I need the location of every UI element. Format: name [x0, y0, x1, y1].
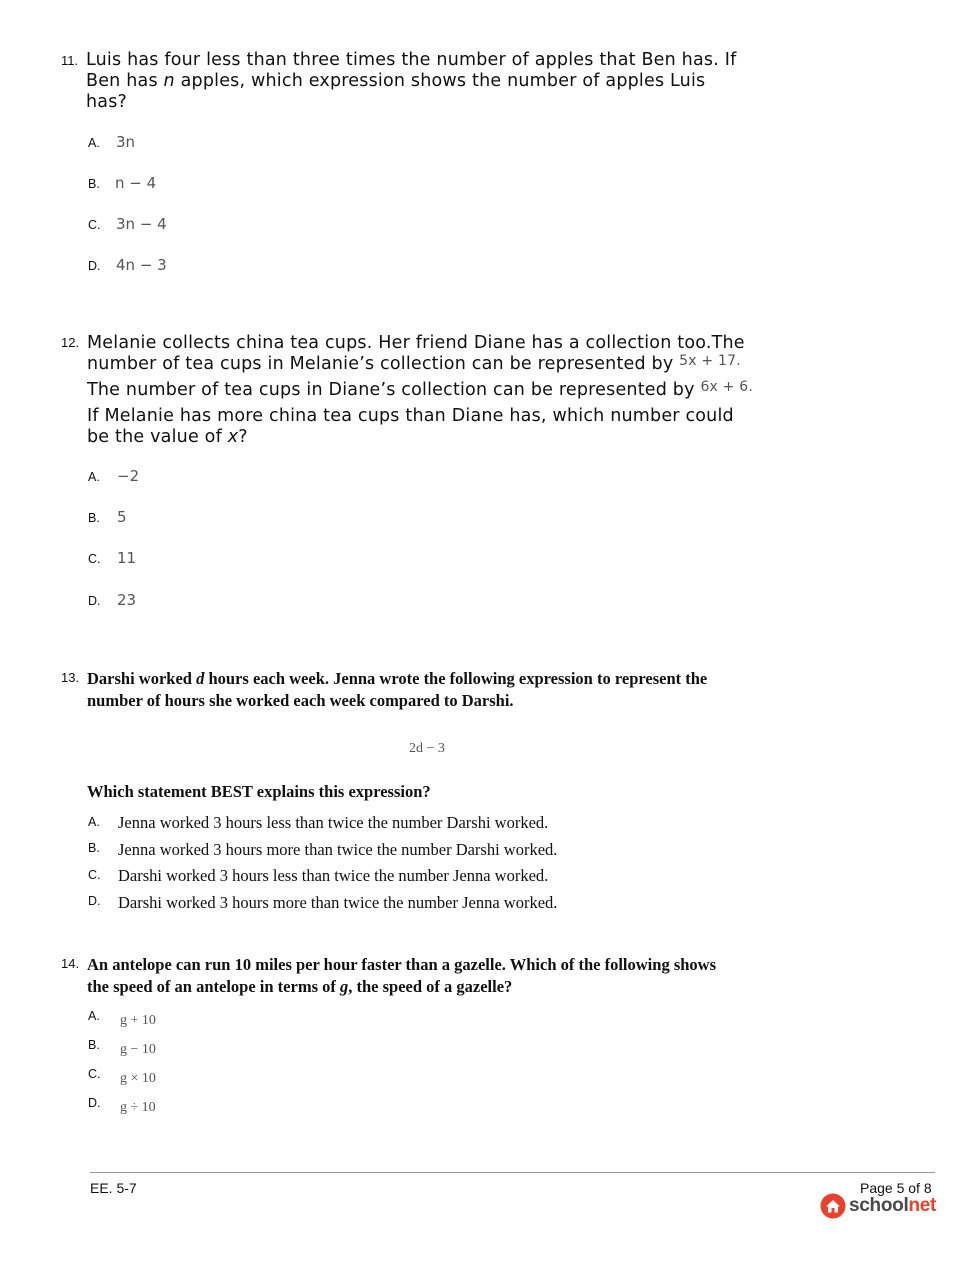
choice-text[interactable]: n − 4	[115, 174, 157, 192]
question-text-line: An antelope can run 10 miles per hour faster than a gazelle. Which of the following shows	[87, 955, 717, 974]
question-text-line: be the value of x?	[87, 427, 248, 447]
choice-letter[interactable]: A.	[88, 470, 100, 484]
choice-text[interactable]: −2	[117, 467, 140, 485]
choice-letter[interactable]: C.	[88, 552, 101, 566]
question-number: 13.	[61, 670, 80, 685]
choice-text[interactable]: g × 10	[120, 1071, 156, 1086]
choice-text[interactable]: 3n	[116, 133, 136, 151]
question-prompt: Which statement BEST explains this expression?	[87, 782, 431, 801]
choice-letter[interactable]: D.	[88, 259, 101, 273]
choice-text[interactable]: 3n − 4	[116, 215, 167, 233]
footer-divider	[90, 1172, 935, 1173]
question-text-line: Ben has n apples, which expression shows the number of apples Luis	[86, 71, 706, 91]
question-text-line: the speed of an antelope in terms of g, the speed of a gazelle?	[87, 977, 513, 996]
question-text-line: Luis has four less than three times the number of apples that Ben has. If	[86, 50, 737, 70]
question-number: 14.	[61, 956, 80, 971]
choice-letter[interactable]: B.	[88, 841, 100, 855]
question-text-line: number of tea cups in Melanie’s collection can be represented by $^{5x + 17.}$	[87, 353, 741, 374]
question-text-line: If Melanie has more china tea cups than Diane has, which number could	[87, 406, 734, 426]
choice-letter[interactable]: A.	[88, 136, 100, 150]
question-text-line: Darshi worked d hours each week. Jenna wrote the following expression to represent the	[87, 669, 708, 688]
choice-letter[interactable]: A.	[88, 1009, 100, 1023]
choice-text[interactable]: g ÷ 10	[120, 1100, 156, 1115]
choice-text[interactable]: g + 10	[120, 1013, 156, 1028]
logo-wordmark: schoolnet	[849, 1195, 937, 1216]
choice-letter[interactable]: B.	[88, 511, 100, 525]
question-number: 11.	[61, 53, 79, 68]
question-text-line: Melanie collects china tea cups. Her friend Diane has a collection too.The	[87, 333, 745, 353]
question-number: 12.	[61, 335, 80, 350]
choice-letter[interactable]: C.	[88, 868, 101, 882]
question-text-line: number of hours she worked each week compared to Darshi.	[87, 691, 514, 710]
choice-letter[interactable]: D.	[88, 894, 101, 908]
choice-letter[interactable]: B.	[88, 177, 100, 191]
house-icon	[820, 1193, 846, 1219]
choice-text[interactable]: 23	[117, 591, 137, 609]
choice-letter[interactable]: A.	[88, 815, 100, 829]
choice-text[interactable]: Jenna worked 3 hours less than twice the number Darshi worked.	[118, 813, 549, 832]
choice-text[interactable]: g − 10	[120, 1042, 156, 1057]
page-number: Page 5 of 8	[860, 1180, 932, 1196]
expression: 2d − 3	[409, 741, 445, 756]
choice-letter[interactable]: B.	[88, 1038, 100, 1052]
choice-letter[interactable]: C.	[88, 1067, 101, 1081]
choice-text[interactable]: Darshi worked 3 hours more than twice the number Jenna worked.	[118, 893, 558, 912]
choice-letter[interactable]: C.	[88, 218, 101, 232]
choice-text[interactable]: Jenna worked 3 hours more than twice the number Darshi worked.	[118, 840, 558, 859]
choice-text[interactable]: Darshi worked 3 hours less than twice the number Jenna worked.	[118, 866, 549, 885]
choice-text[interactable]: 5	[117, 508, 127, 526]
question-text-line: The number of tea cups in Diane’s collection can be represented by $^{6x + 6.}$	[87, 379, 754, 400]
footer-code: EE. 5-7	[90, 1180, 137, 1196]
choice-text[interactable]: 4n − 3	[116, 256, 167, 274]
schoolnet-logo	[820, 1193, 936, 1219]
choice-letter[interactable]: D.	[88, 594, 101, 608]
choice-text[interactable]: 11	[117, 549, 137, 567]
question-text-line: has?	[86, 92, 128, 112]
choice-letter[interactable]: D.	[88, 1096, 101, 1110]
